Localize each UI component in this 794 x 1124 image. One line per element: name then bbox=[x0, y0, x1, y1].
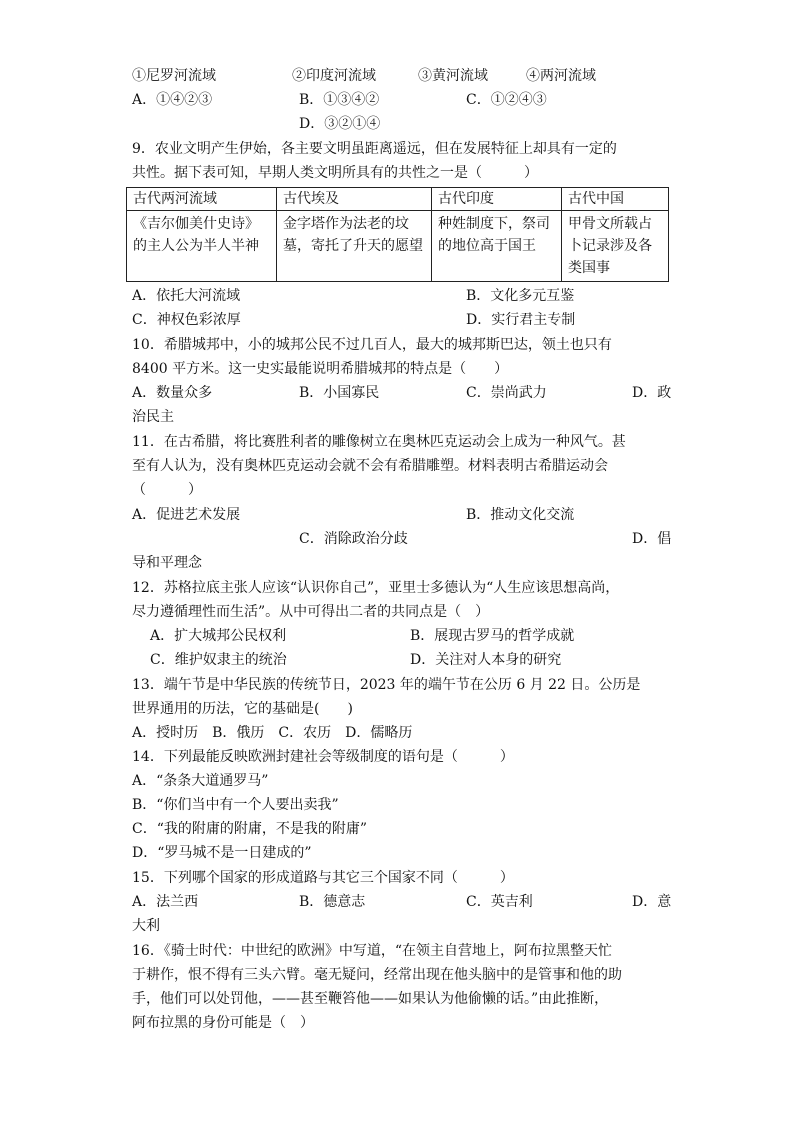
q15-answer-c: C．英吉利 bbox=[466, 894, 533, 910]
q10-stem-line1: 10．希腊城邦中，小的城邦公民不过几百人，最大的城邦斯巴达，领土也只有 bbox=[132, 337, 612, 353]
q8-answer-d: D．③②①④ bbox=[299, 116, 381, 132]
q15-stem: 15．下列哪个国家的形成道路与其它三个国家不同（ ） bbox=[132, 870, 514, 886]
q9-answer-a: A．依托大河流域 bbox=[132, 288, 241, 304]
q8-option-3: ③黄河流域 bbox=[418, 68, 488, 84]
q10-answer-c: C．崇尚武力 bbox=[466, 385, 547, 401]
q9-table-header: 古代埃及 bbox=[277, 188, 432, 211]
q14-answer-d: D．“罗马城不是一日建成的” bbox=[132, 845, 312, 861]
q12-answer-b: B．展现古罗马的哲学成就 bbox=[410, 628, 575, 644]
q12-answer-c: C．维护奴隶主的统治 bbox=[150, 652, 287, 668]
q12-stem-line1: 12．苏格拉底主张人应该“认识你自己”，亚里士多德认为“人生应该思想高尚， bbox=[132, 580, 620, 596]
q8-option-2: ②印度河流域 bbox=[292, 68, 376, 84]
q11-answer-b: B．推动文化交流 bbox=[466, 507, 575, 523]
q11-stem-line2: 至有人认为，没有奥林匹克运动会就不会有希腊雕塑。材料表明古希腊运动会 bbox=[132, 458, 608, 474]
q9-stem-line1: 9．农业文明产生伊始，各主要文明虽距离遥远，但在发展特征上却具有一定的 bbox=[132, 141, 617, 157]
q9-table bbox=[126, 187, 669, 282]
q16-stem-line3: 手，他们可以处罚他，——甚至鞭笞他——如果认为他偷懒的话。”由此推断， bbox=[132, 991, 609, 1007]
q8-answer-b: B．①③④② bbox=[299, 92, 380, 108]
q9-stem-line2: 共性。据下表可知，早期人类文明所具有的共性之一是（ ） bbox=[132, 165, 538, 181]
q8-option-4: ④两河流域 bbox=[526, 68, 596, 84]
q13-stem-line2: 世界通用的历法，它的基础是( ) bbox=[132, 701, 353, 717]
q16-stem-line2: 于耕作，恨不得有三头六臂。毫无疑问，经常出现在他头脑中的是管事和他的助 bbox=[132, 967, 622, 983]
q8-answer-a: A．①④②③ bbox=[132, 92, 213, 108]
q13-answer-options: A．授时历 B．俄历 C．农历 D．儒略历 bbox=[132, 725, 413, 741]
q11-answer-a: A．促进艺术发展 bbox=[132, 507, 241, 523]
q10-answer-a: A．数量众多 bbox=[132, 385, 213, 401]
q14-stem: 14．下列最能反映欧洲封建社会等级制度的语句是（ ） bbox=[132, 749, 514, 765]
q9-table-cell: 种姓制度下，祭司的地位高于国王 bbox=[432, 211, 562, 282]
q10-stem-line2: 8400 平方米。这一史实最能说明希腊城邦的特点是（ ） bbox=[132, 361, 509, 377]
q9-answer-c: C．神权色彩浓厚 bbox=[132, 312, 241, 328]
q8-answer-c: C．①②④③ bbox=[466, 92, 547, 108]
q9-table-header: 古代中国 bbox=[562, 188, 669, 211]
q16-stem-line4: 阿布拉黑的身份可能是（ ） bbox=[132, 1015, 314, 1031]
q14-answer-c: C．“我的附庸的附庸，不是我的附庸” bbox=[132, 821, 368, 837]
q9-answer-b: B．文化多元互鉴 bbox=[466, 288, 575, 304]
q12-answer-d: D．关注对人本身的研究 bbox=[410, 652, 562, 668]
q9-table-cell: 《吉尔伽美什史诗》的主人公为半人半神 bbox=[127, 211, 277, 282]
q9-table-cell: 金字塔作为法老的坟墓，寄托了升天的愿望 bbox=[277, 211, 432, 282]
q11-stem-line1: 11．在古希腊，将比赛胜利者的雕像树立在奥林匹克运动会上成为一种风气。甚 bbox=[132, 434, 626, 450]
q12-stem-line2: 尽力遵循理性而生活”。从中可得出二者的共同点是（ ） bbox=[132, 604, 490, 620]
q15-answer-d-cont: 大利 bbox=[132, 918, 160, 934]
q9-answer-d: D．实行君主专制 bbox=[466, 312, 576, 328]
q11-answer-d-cont: 导和平理念 bbox=[132, 555, 202, 571]
q14-answer-b: B．“你们当中有一个人要出卖我” bbox=[132, 797, 339, 813]
q11-answer-d: D．倡 bbox=[632, 531, 672, 547]
q10-answer-d-cont: 治民主 bbox=[132, 409, 174, 425]
q8-option-1: ①尼罗河流域 bbox=[132, 68, 216, 84]
q11-answer-c: C．消除政治分歧 bbox=[299, 531, 408, 547]
q10-answer-d: D．政 bbox=[632, 385, 672, 401]
q9-table-header: 古代印度 bbox=[432, 188, 562, 211]
q14-answer-a: A．“条条大道通罗马” bbox=[132, 773, 269, 789]
q13-stem-line1: 13．端午节是中华民族的传统节日，2023 年的端午节在公历 6 月 22 日。公历是 bbox=[132, 677, 641, 693]
q15-answer-a: A．法兰西 bbox=[132, 894, 199, 910]
q12-answer-a: A．扩大城邦公民权利 bbox=[150, 628, 287, 644]
q15-answer-d: D．意 bbox=[632, 894, 672, 910]
q15-answer-b: B．德意志 bbox=[299, 894, 366, 910]
q10-answer-b: B．小国寡民 bbox=[299, 385, 380, 401]
q9-table-cell: 甲骨文所载占卜记录涉及各类国事 bbox=[562, 211, 669, 282]
q9-table-header: 古代两河流域 bbox=[127, 188, 277, 211]
q16-stem-line1: 16．《骑士时代：中世纪的欧洲》中写道，“在领主自营地上，阿布拉黑整天忙 bbox=[132, 943, 612, 959]
q11-stem-line3: （ ） bbox=[132, 482, 202, 498]
